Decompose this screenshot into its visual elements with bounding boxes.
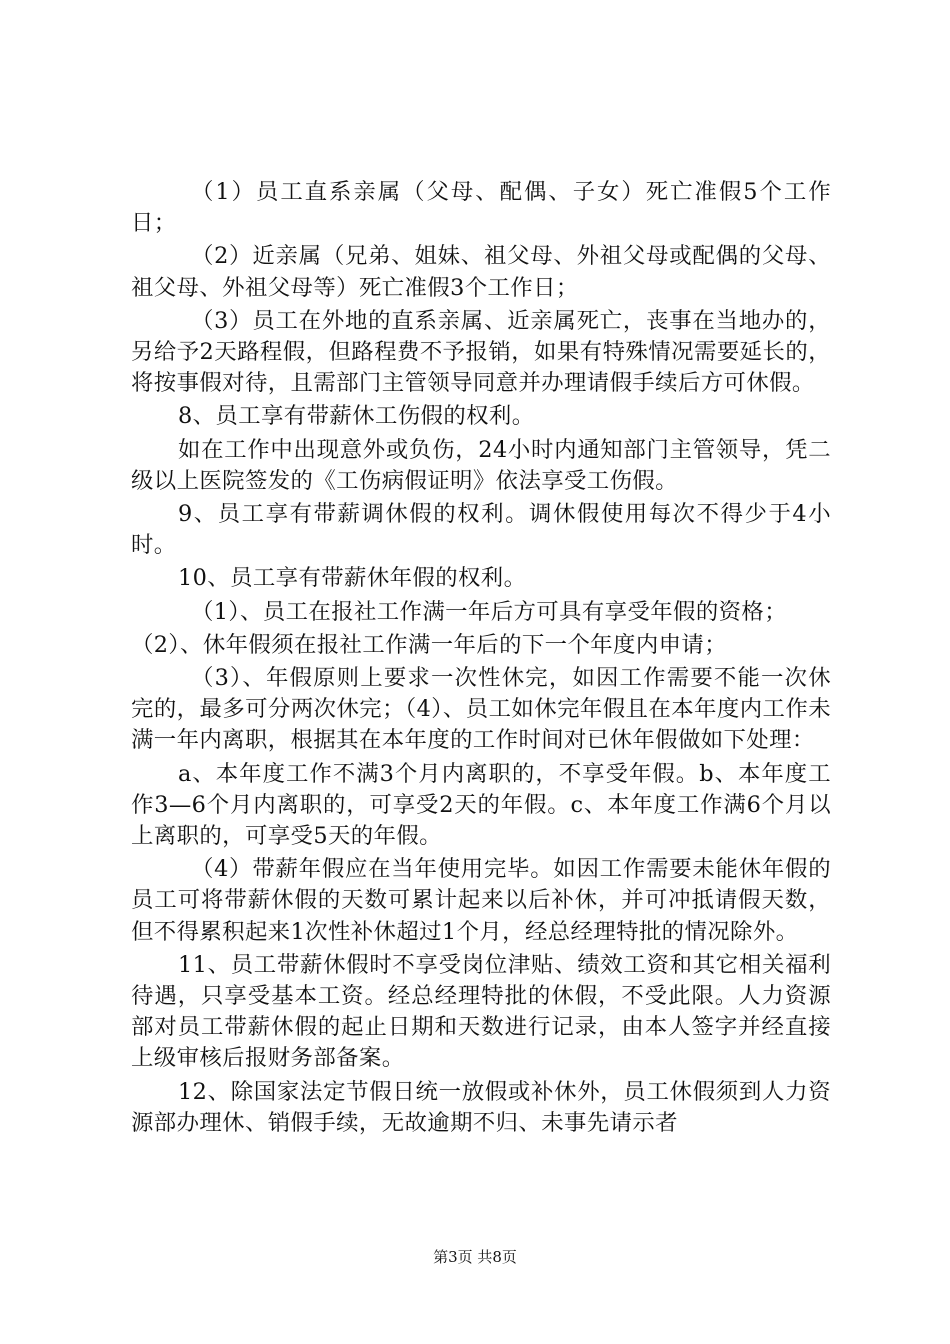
paragraph-paid-leave-benefits: 11、员工带薪休假时不享受岗位津贴、绩效工资和其它相关福利待遇，只享受基本工资。经总经理特批的休假，不受此限。人力资源部对员工带薪休假的起止日期和天数进行记录，由本人签字并经直接上级审核后报财务部备案。 bbox=[131, 951, 831, 1072]
paragraph-immediate-family-leave: （1）员工直系亲属（父母、配偶、子女）死亡准假5个工作日； bbox=[131, 179, 831, 237]
page-number-footer: 第3页 共8页 bbox=[433, 1248, 517, 1266]
paragraph-annual-leave-application: （2）、休年假须在报社工作满一年后的下一个年度内申请； bbox=[131, 631, 728, 658]
document-body bbox=[131, 177, 831, 1141]
paragraph-annual-leave-eligibility: （1）、员工在报社工作满一年后方可具有享受年假的资格； bbox=[191, 598, 788, 625]
paragraph-injury-leave-detail: 如在工作中出现意外或负伤，24小时内通知部门主管领导，凭二级以上医院签发的《工伤病假证明》依法享受工伤假。 bbox=[131, 436, 831, 494]
paragraph-annual-leave-usage: （3）、年假原则上要求一次性休完，如因工作需要不能一次休完的，最多可分两次休完；（4）、员工如休完年假且在本年度内工作未满一年内离职，根据其在本年度的工作时间对已休年假做如下处理： bbox=[131, 665, 831, 754]
paragraph-annual-leave-entitlement: a、本年度工作不满3个月内离职的，不享受年假。b、本年度工作3—6个月内离职的，可享受2天的年假。c、本年度工作满6个月以上离职的，可享受5天的年假。 bbox=[131, 760, 831, 850]
paragraph-travel-leave: （3）员工在外地的直系亲属、近亲属死亡，丧事在当地办的，另给予2天路程假，但路程费不予报销，如果有特殊情况需要延长的，将按事假对待，且需部门主管领导同意并办理请假手续后方可休假。 bbox=[131, 307, 831, 397]
paragraph-injury-leave-heading: 8、员工享有带薪休工伤假的权利。 bbox=[178, 403, 535, 430]
paragraph-annual-leave-carryover: （4）带薪年假应在当年使用完毕。如因工作需要未能休年假的员工可将带薪休假的天数可累计起来以后补休，并可冲抵请假天数，但不得累积起来1次性补休超过1个月，经总经理特批的情况除外。 bbox=[131, 856, 831, 945]
paragraph-leave-procedure: 12、除国家法定节假日统一放假或补休外，员工休假须到人力资源部办理休、销假手续，无故逾期不归、未事先请示者 bbox=[131, 1078, 831, 1136]
paragraph-compensatory-leave: 9、员工享有带薪调休假的权利。调休假使用每次不得少于4小时。 bbox=[131, 501, 831, 559]
paragraph-annual-leave-heading: 10、员工享有带薪休年假的权利。 bbox=[178, 565, 527, 592]
paragraph-close-relatives-leave: （2）近亲属（兄弟、姐妹、祖父母、外祖父母或配偶的父母、祖父母、外祖父母等）死亡准假3个工作日； bbox=[131, 243, 831, 301]
